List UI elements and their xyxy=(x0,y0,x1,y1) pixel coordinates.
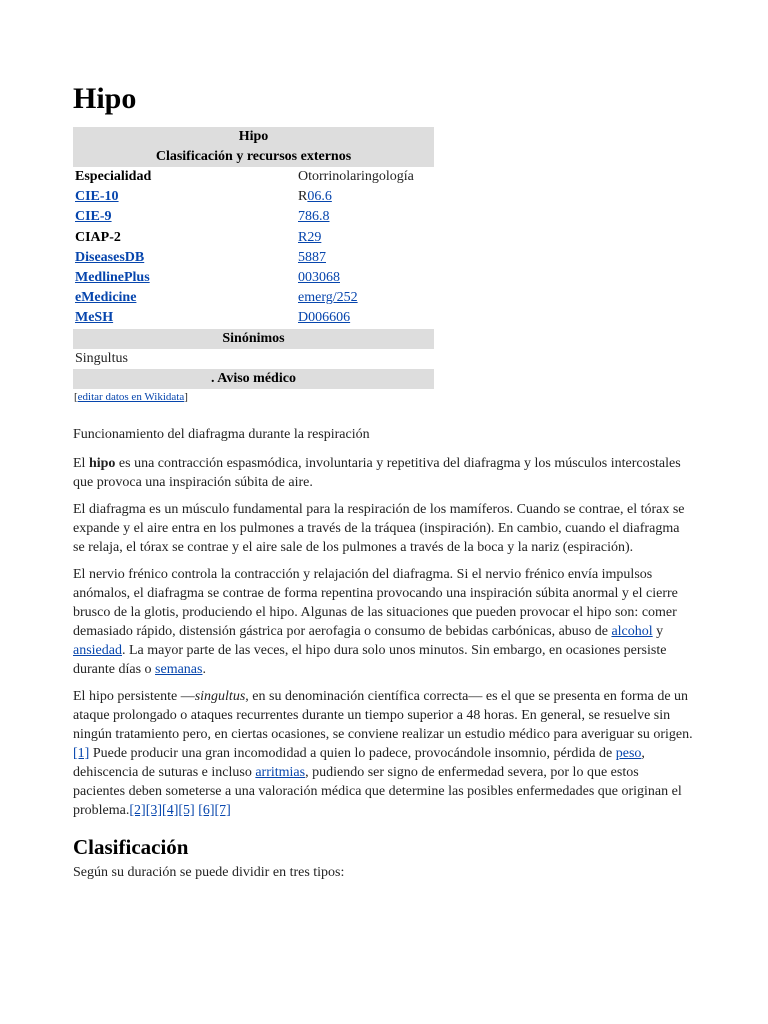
infobox-row-emedicine xyxy=(73,288,434,308)
cie10-code-link[interactable]: 06.6 xyxy=(307,189,332,205)
edit-bracket-open: [ xyxy=(74,390,78,403)
cie9-link[interactable]: CIE-9 xyxy=(75,209,112,225)
infobox-row-ciap2 xyxy=(73,228,434,248)
emedicine-link[interactable]: eMedicine xyxy=(75,290,137,306)
notice-prefix: . xyxy=(211,370,215,386)
infobox-row-diseasesdb xyxy=(73,248,434,268)
article-body xyxy=(73,425,693,890)
edit-bracket-close: ] xyxy=(184,390,188,403)
value-prefix: R xyxy=(298,189,308,205)
reference-link[interactable]: [6] xyxy=(198,803,215,818)
reference-link[interactable]: [2] xyxy=(129,803,146,818)
diseasesdb-link[interactable]: DiseasesDB xyxy=(75,249,145,265)
infobox-label: Especialidad xyxy=(75,169,152,185)
infobox-value xyxy=(298,268,434,288)
text: . La mayor parte de las veces, el hipo dura solo unos minutos. Sin embargo, en ocasiones persiste durante días o xyxy=(73,643,667,677)
infobox-value xyxy=(298,248,434,268)
emedicine-code-link[interactable]: emerg/252 xyxy=(298,290,358,306)
medical-notice-label: Aviso médico xyxy=(217,370,296,386)
arritmias-link[interactable]: arritmias xyxy=(255,765,306,780)
diaphragm-paragraph: El diafragma es un músculo fundamental para la respiración de los mamíferos. Cuando se contrae, el tórax se expande y el aire entra en los pulmones a través de la tráquea (inspiración). En cambio, cuando el diafragma se relaja, el tórax se contrae y el aire sale de los pulmones a través de la boca y la nariz (espiración). xyxy=(73,502,685,555)
section-paragraph: Según su duración se puede dividir en tres tipos: xyxy=(73,865,345,880)
text: El nervio frénico controla la contracción y relajación del diafragma. Si el nervio frénico envía impulsos anómalos, el diafragma se contrae de forma repentina provocando una inspiración súbita anormal y el cierre brusco de la glotis, produciendo el hipo. Algunas de las situaciones que pueden provocar el hipo son: comer demasiado rápido, distensión gástrica por aerofagia o consumo de bebidas carbónicas, abuso de xyxy=(73,567,678,639)
infobox-row-cie10 xyxy=(73,187,434,207)
infobox-row-especialidad xyxy=(73,167,434,187)
infobox-value xyxy=(298,308,434,328)
diseasesdb-code-link[interactable]: 5887 xyxy=(298,249,326,265)
infobox-value xyxy=(298,288,434,308)
text: es una contracción espasmódica, involuntaria y repetitiva del diafragma y los músculos intercostales que provoca una inspiración súbita de aire. xyxy=(73,456,681,490)
intro-paragraph xyxy=(73,454,693,492)
bold-term: hipo xyxy=(88,456,116,471)
medical-notice-row[interactable] xyxy=(73,369,434,389)
text: , en su denominación científica correcta— es el que se presenta en forma de un ataque prolongado o ataques recurrentes durante un tiempo superior a 48 horas. En general, se resuelve sin ningún tratamiento pero, en ciertas ocasiones, se conviene realizar un estudio médico para averiguar su origen. xyxy=(73,689,693,742)
ciap2-label: CIAP-2 xyxy=(75,229,121,245)
cie10-link[interactable]: CIE-10 xyxy=(75,189,119,205)
wikidata-edit xyxy=(73,390,434,404)
infobox-value xyxy=(298,228,434,248)
text: . xyxy=(202,662,206,677)
edit-wikidata-link[interactable]: editar datos en Wikidata xyxy=(77,390,185,403)
alcohol-link[interactable]: alcohol xyxy=(611,624,653,639)
reference-link[interactable]: [4] xyxy=(162,803,179,818)
page-title: Hipo xyxy=(73,82,137,115)
text: y xyxy=(652,624,664,639)
synonyms-header: Sinónimos xyxy=(73,329,434,349)
persistent-hiccup-paragraph xyxy=(73,687,693,820)
text: , pudiendo ser signo de enfermedad severa, por lo que estos pacientes deben someterse a una valoración médica que determine las posibles enfermedades que originan el problema. xyxy=(73,765,682,818)
infobox-row-medlineplus xyxy=(73,268,434,288)
text: , dehiscencia de suturas e incluso xyxy=(73,746,645,780)
phrenic-paragraph xyxy=(73,565,693,679)
reference-link[interactable]: [7] xyxy=(214,803,231,818)
medlineplus-code-link[interactable]: 003068 xyxy=(298,270,340,286)
ansiedad-link[interactable]: ansiedad xyxy=(73,643,122,658)
infobox-value xyxy=(298,187,434,207)
infobox xyxy=(73,127,434,404)
reference-link[interactable]: [5] xyxy=(178,803,195,818)
infobox-header-subtitle: Clasificación y recursos externos xyxy=(73,147,434,167)
image-caption: Funcionamiento del diafragma durante la respiración xyxy=(73,427,370,442)
ciap2-code-link[interactable]: R29 xyxy=(298,229,322,245)
cie9-code-link[interactable]: 786.8 xyxy=(298,209,330,225)
infobox-value xyxy=(298,207,434,227)
text: El xyxy=(73,456,89,471)
text: El hipo persistente — xyxy=(73,689,195,704)
peso-link[interactable]: peso xyxy=(615,746,642,761)
reference-link[interactable]: [3] xyxy=(145,803,163,818)
reference-link[interactable]: [1] xyxy=(73,746,90,761)
semanas-link[interactable]: semanas xyxy=(155,662,203,677)
synonym-value: Singultus xyxy=(75,350,128,366)
mesh-code-link[interactable]: D006606 xyxy=(298,310,351,326)
infobox-row-cie9 xyxy=(73,207,434,227)
infobox-header-name: Hipo xyxy=(73,127,434,147)
infobox-value xyxy=(298,167,434,187)
medlineplus-link[interactable]: MedlinePlus xyxy=(75,270,150,286)
infobox-row-mesh xyxy=(73,308,434,328)
specialty-value: Otorrinolaringología xyxy=(298,169,414,185)
text: Puede producir una gran incomodidad a quien lo padece, provocándole insomnio, pérdida de xyxy=(89,746,616,761)
italic-term: singultus xyxy=(194,689,246,704)
section-heading: Clasificación xyxy=(73,835,189,859)
mesh-link[interactable]: MeSH xyxy=(75,310,114,326)
